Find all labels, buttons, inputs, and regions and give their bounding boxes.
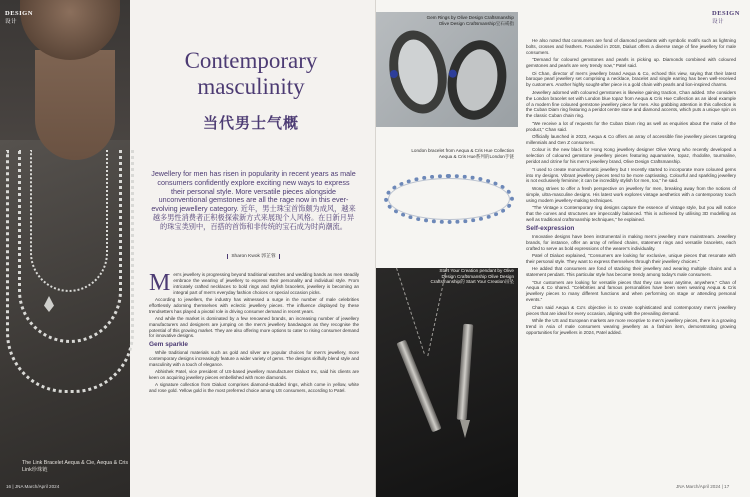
subhead-gem-sparkle: Gem sparkle: [149, 341, 189, 349]
body-intro: en's jewellery is progressing beyond traditional watches and wedding bands as men steadily embrace the wearing of jewellery to express their personality and individual style. From intricately crafted necklaces to bold rings and stylish bracelets, jewellery is becoming an integral part of men's everyday fashion choices or special occasion picks.: [173, 272, 359, 295]
body-column-right: [526, 38, 736, 337]
pendant-bar-2: [457, 324, 474, 420]
pendant-tip: [460, 420, 470, 438]
gem-ring-1: [382, 25, 454, 119]
paragraph: "The Vintage x Contemporary ring designs capture the essence of vintage style, but you will notice that the curves and structures are impeccably balanced. This is achieved by utilising 3D modelling as well as traditional craftsmanship techniques," he explained.: [526, 205, 736, 222]
article-title-cn: 当代男士气概: [202, 115, 299, 132]
paragraph: According to jewellers, the industry has witnessed a surge in the number of male celebrities effortlessly adorning themselves with eclectic jewellery pieces. The influence displayed by these trendsetters has played a pivotal role in driving consumer demand in recent years.: [149, 296, 359, 314]
paragraph: "I used to create monochromatic jewellery but I recently started to incorporate more coloured gems into my designs. Vibrant jewellery pieces tend to be more captivating. Colourful and sparkling jewellery is not exclusively feminine; it can be incredibly stylish for men, too," he said.: [526, 166, 736, 184]
paragraph: Oi Chan, director of men's jewellery brand Aequa & Co, echoed this view, saying that their latest baroque pearl jewellery set comprising a necklace, bracelet and single earring has been well-received by customers. Another highly sought-after piece is a gold chain with pearls and lion-inspired charms.: [526, 70, 736, 88]
paragraph: Jewellery adorned with coloured gemstones is likewise gaining traction, Chan added. She considers the London bracelet set with London blue topaz from Aequa & Cris Hue Collection as an ideal example of a modern fine coloured gemstone jewellery piece for men. Also grabbing attention in this collection is the Cuban Diam ring featuring a peridot centre stone and diamond accents, which puts a unique spin on the classic Cuban chain ring.: [526, 89, 736, 119]
author-name: Sharon Kwok 郭芷蓉: [227, 254, 279, 259]
caption-pendants: Start Your Creation pendant by Olive Design Craftsmanship Olive Design Craftsmanship的 Start Your Creation吊坠: [430, 268, 514, 285]
dropcap: M: [149, 270, 171, 296]
body-column-left: [149, 272, 359, 396]
section-label-cn: 设计: [5, 19, 18, 25]
paragraph: He also noted that consumers are fond of diamond pendants with symbolic motifs such as lightning bolts, crosses and feathers. Founded in 2018, Dialuxt offers a diverse range of fine jewellery for male consumers.: [526, 38, 736, 55]
paragraph: Patel of Dialuxt explained, "Consumers are looking for exclusive, unique pieces that resonate with their personal style. They want to express themselves through their jewellery choices.": [526, 252, 736, 264]
folio-right: JNA March/April 2024 | 17: [676, 484, 730, 489]
paragraph: Wong strives to offer a fresh perspective on jewellery for men, breaking away from the notions of simple, ultra-masculine designs. His latest work explores vintage aesthetics with a contemporary touch using modern jewellery-making techniques.: [526, 185, 736, 203]
necklace-chain-3: [6, 150, 134, 393]
pendants-photo: [376, 268, 518, 497]
paragraph: Abhishek Patel, vice president of US-based jewellery manufacturer Dialuxt Inc, said his clients are keen on acquiring jewellery pieces embellished with more diamonds.: [149, 369, 359, 380]
caption-bracelet: London bracelet from Aequa & Cris Hue Collection Aequa & Cris Hue系列的London手链: [411, 148, 514, 159]
subhead-self-expression: Self-expression: [526, 224, 575, 232]
bracelet-photo: [376, 160, 518, 240]
photo-credit: The Link Bracelet Aequa & Cie, Aequa & Cris Link珍珠链: [22, 460, 128, 473]
folio-left: 16 | JNA March/April 2024: [6, 484, 60, 489]
gem-ring-2: [441, 36, 512, 125]
paragraph: Colour is the new black for Hong Kong jewellery designer Olive Wong who recently developed a selection of coloured gemstone jewellery pieces featuring aquamarine, topaz, rhodolite, tourmaline, peridot and citrine for his men's jewellery brand, Olive Design Craftsmanship.: [526, 147, 736, 165]
model-photo: [0, 0, 130, 497]
section-tag: [5, 10, 33, 25]
section-label-right-cn: 设计: [712, 19, 725, 25]
paragraph: "We receive a lot of requests for the Cuban Diam ring as well as enquiries about the make of the product," Chan said.: [526, 120, 736, 132]
paragraph: He added that consumers are fond of stacking their jewellery and wearing multiple chains and a statement pendant. This particular style has become trendy among today's male consumers.: [526, 266, 736, 278]
pendant-bar-1: [396, 340, 441, 433]
section-tag-right: [712, 10, 740, 25]
right-page: [375, 0, 750, 497]
caption-rings: Gem Rings by Olive Design Craftsmanship Olive Design Craftsmanship宝石戒指: [426, 15, 514, 26]
byline: [151, 252, 356, 259]
paragraph: "Our customers are looking for versatile pieces that they can wear anytime, anywhere," Chan of Aequa & Co shared. "Celebrities and famous personalities have been seen wearing Aequa & Cris jewellery pieces to many different functions and when performing on stage or attending personal events.": [526, 279, 736, 303]
article-title: Contemporary masculinity: [184, 48, 318, 99]
paragraph: A signature collection from Dialuxt comprises diamond-studded rings, which come in yellow, white and rose gold. Yellow gold is the most preferred choice among US consumers, according to Patel.: [149, 382, 359, 394]
paragraph: Chan said Aequa & Co's objective is to create sophisticated and contemporary men's jewellery pieces that are ideal for every occasion, aligning with the prevailing demand.: [526, 304, 736, 316]
section-label: DESIGN: [5, 10, 33, 17]
paragraph: Innovative designs have been instrumental in making men's jewellery more mainstream. Jewellery brands, for instance, offer an array of refined chains, statement rings and versatile bracelets, each crafted to serve as bold expressions of the wearer's individuality.: [526, 233, 736, 251]
paragraph: "Demand for coloured gemstones and pearls is picking up. Diamonds combined with coloured gemstones and pearls are very trendy now," Patel said.: [526, 57, 736, 69]
paragraph: While traditional materials such as gold and silver are popular choices for men's jewellery, more contemporary designs increasingly feature a wider variety of gems. The designs skilfully blend style and masculinity with a touch of elegance.: [149, 350, 359, 367]
rings-photo: [376, 12, 518, 127]
paragraph: While the US and European markets are more receptive to men's jewellery pieces, there is a growing trend in Asia of male consumers wearing jewellery as a fashion item, demonstrating growing opportunities for jewellers in 2024, Patel added.: [526, 317, 736, 335]
london-bracelet: [384, 174, 514, 224]
neck-shape: [35, 50, 115, 160]
section-label-right: DESIGN: [712, 10, 740, 17]
product-photos-column: [376, 0, 518, 497]
paragraph: And while the market is dominated by a few renowned brands, an increasing number of jewellery manufacturers and designers are jumping on the men's jewellery bandwagon as they recognise the potential of this growing market. They are also offering more options to cater to rising consumer demand for innovative designs.: [149, 315, 359, 339]
paragraph: Officially launched in 2023, Aequa & Co offers an array of accessible fine jewellery pieces targeting millennials and Gen Z consumers.: [526, 134, 736, 145]
standfirst: Jewellery for men has risen in popularity in recent years as male consumers confidently explore exciting new ways to express their personal style. More versatile pieces alongside unconventional gemstones are all the rage now in this ever-evolving jewellery category. 近年，男士珠宝首饰颇为成风，越来越多男性消费者正积极探索新方式来展现个人风格。在日新月异的珠宝类别中，百搭的首饰和非传统的宝石成为时尚潮流。: [151, 169, 356, 231]
